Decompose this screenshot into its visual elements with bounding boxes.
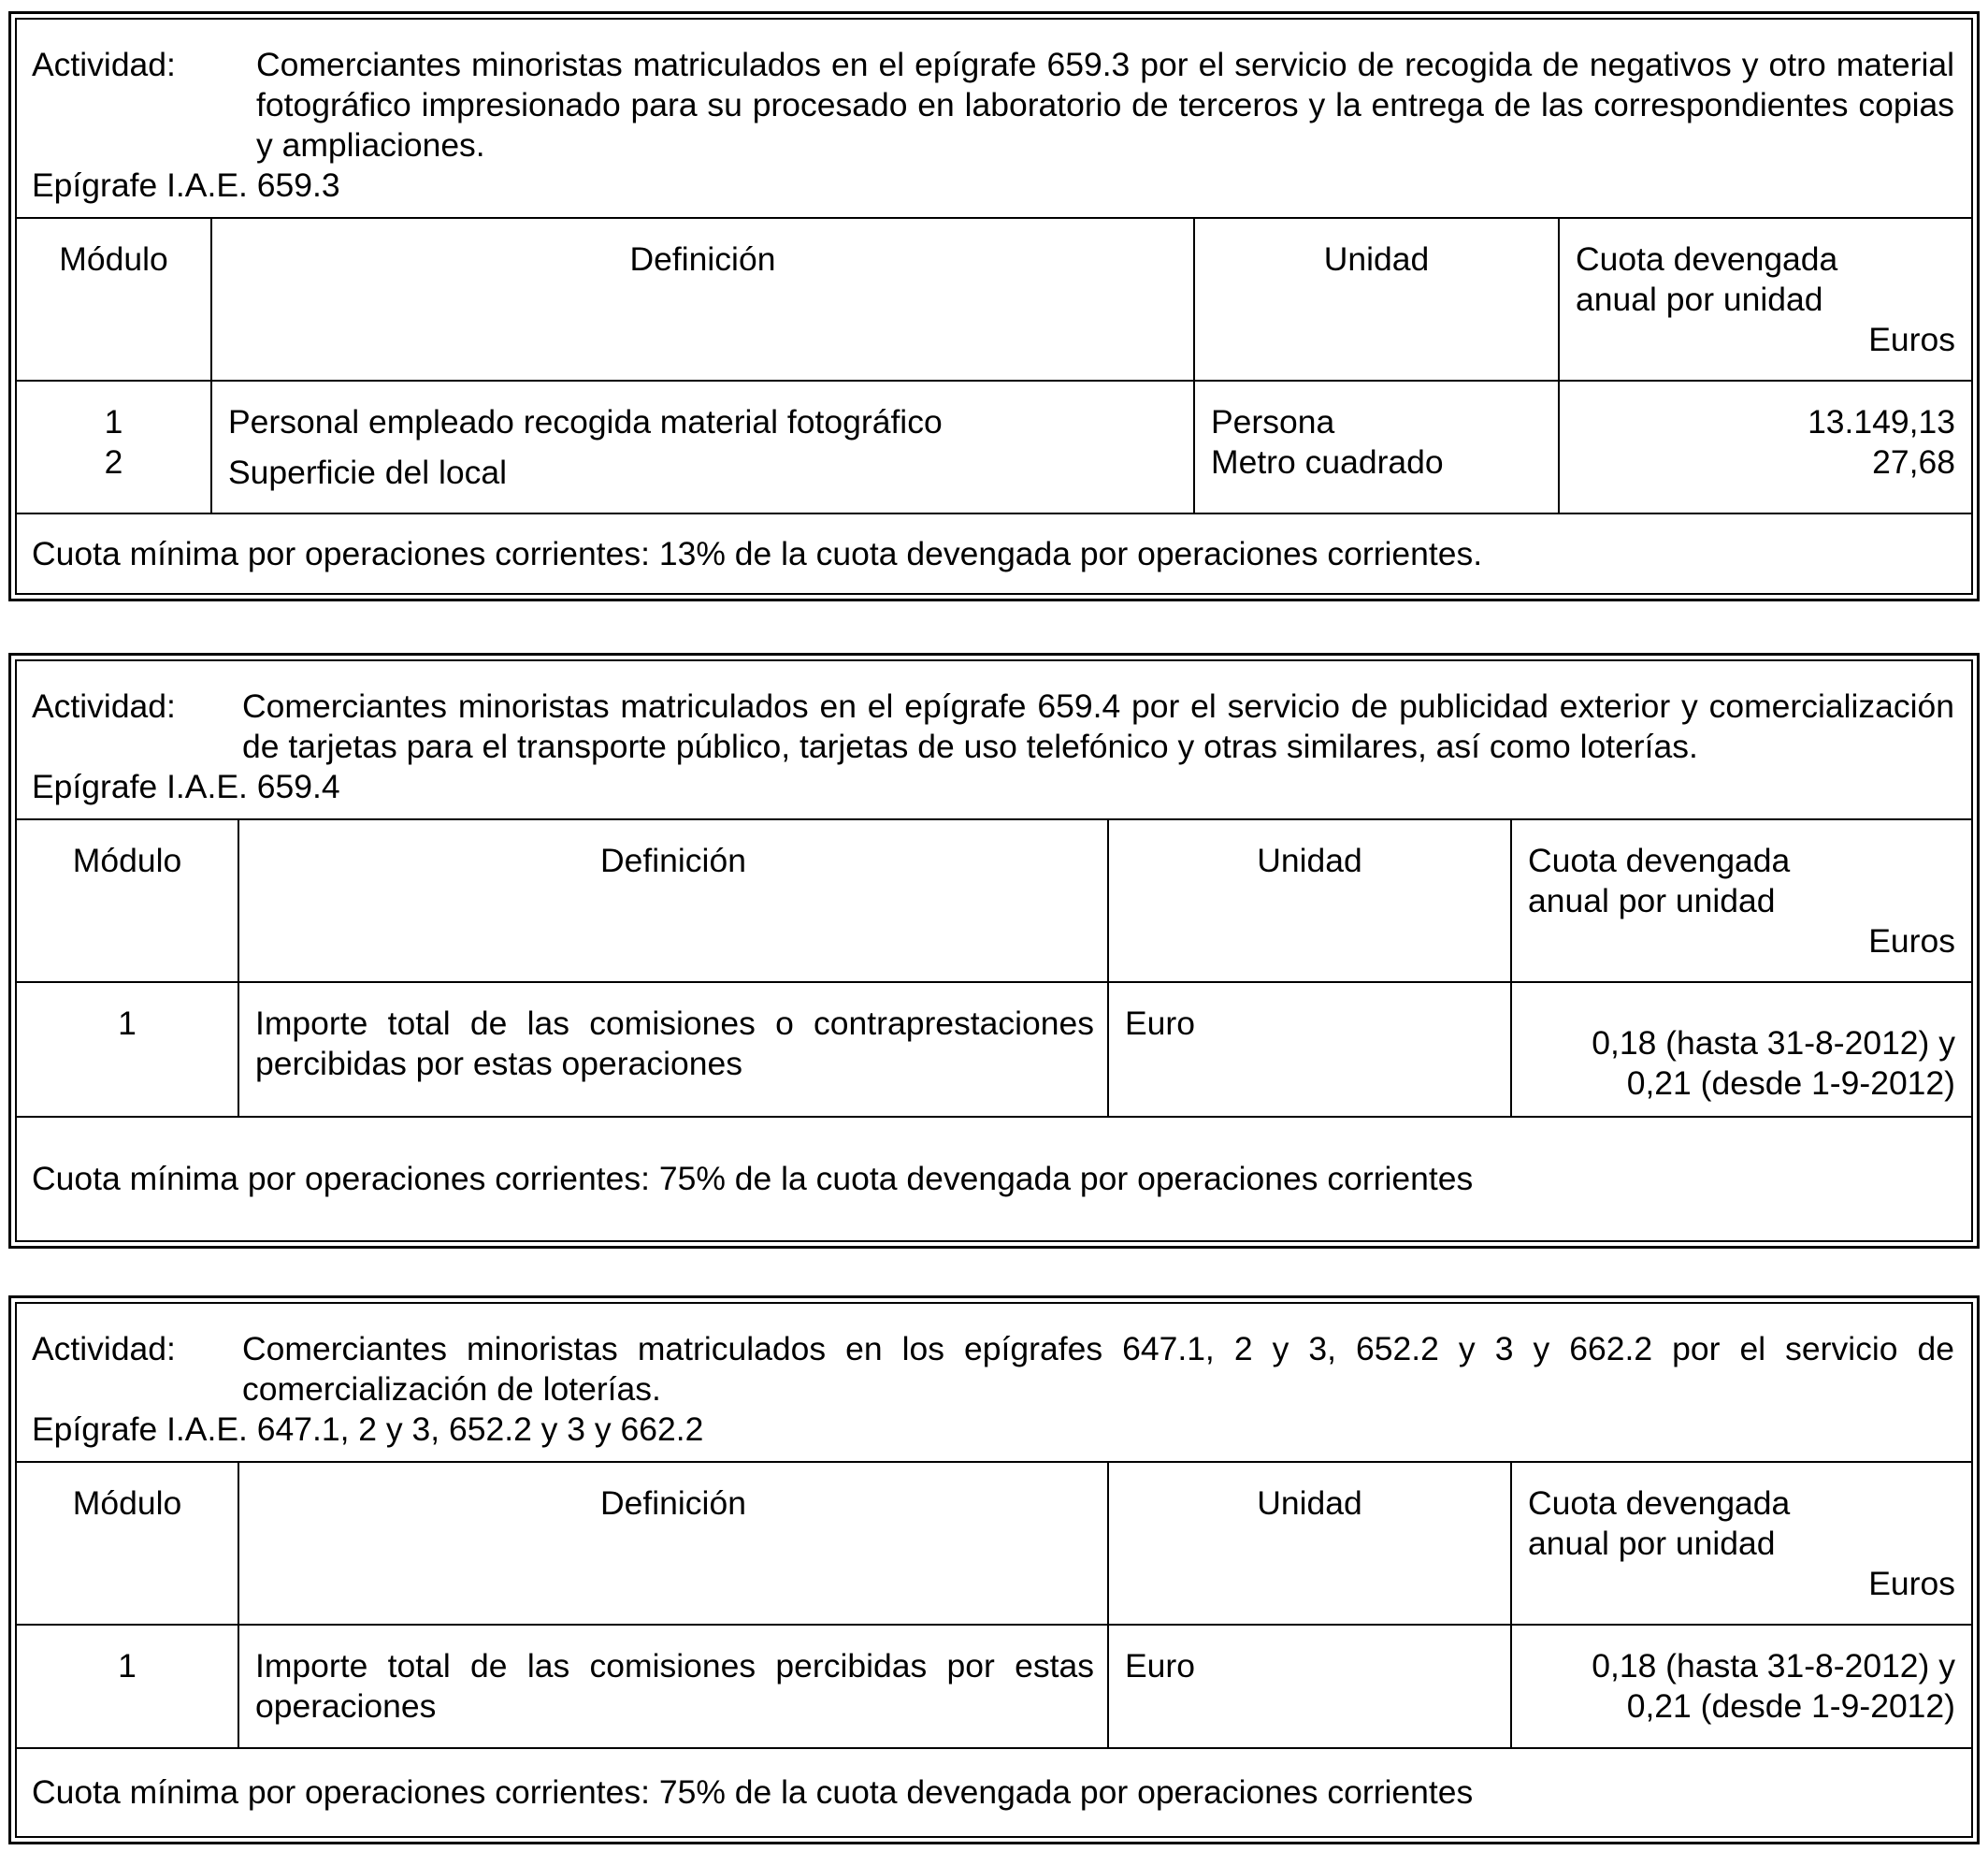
header-cuota: [1511, 1462, 1971, 1625]
activity-block-659-3: [8, 11, 1980, 601]
cell-modulo: [17, 381, 211, 513]
table-header-row: [17, 819, 1971, 982]
table-header-row: [17, 1462, 1971, 1625]
cell-cuota: [1559, 381, 1971, 513]
cuota-minima: Cuota mínima por operaciones corrientes: 75% de la cuota devengada por operaciones corrientes: [17, 1116, 1971, 1240]
activity-block-inner: [15, 1302, 1973, 1838]
table-row: [17, 982, 1971, 1116]
modules-table: [17, 818, 1971, 1116]
activity-header: [17, 1304, 1971, 1461]
unidad-1: Euro: [1108, 982, 1511, 1116]
header-unidad: Unidad: [1108, 1462, 1511, 1625]
actividad-text: Comerciantes minoristas matriculados en el epígrafe 659.4 por el servicio de publicidad exterior y comercialización de tarjetas para el transporte público, tarjetas de uso telefónico y otras similares, así como loterías.: [242, 687, 1954, 765]
header-cuota-line2: anual por unidad: [1576, 281, 1823, 318]
header-cuota-line2: anual por unidad: [1528, 1525, 1776, 1562]
modulo-1: 1: [17, 1625, 238, 1747]
modulo-2: 2: [104, 443, 123, 481]
actividad-text: Comerciantes minoristas matriculados en los epígrafes 647.1, 2 y 3, 652.2 y 3 y 662.2 por el servicio de comercialización de loterías.: [242, 1330, 1954, 1408]
header-definicion: Definición: [238, 819, 1108, 982]
epigrafe-label: Epígrafe I.A.E. 647.1, 2 y 3, 652.2 y 3 y 662.2: [32, 1410, 704, 1448]
header-definicion: Definición: [238, 1462, 1108, 1625]
header-cuota: [1511, 819, 1971, 982]
cell-definicion: [211, 381, 1194, 513]
cell-cuota: [1511, 1625, 1971, 1747]
modulo-1: 1: [104, 403, 123, 441]
header-unidad: Unidad: [1194, 218, 1559, 381]
cell-cuota: [1511, 982, 1971, 1116]
cuota-1: 13.149,13: [1808, 403, 1955, 441]
cuota-line2: 0,21 (desde 1-9-2012): [1626, 1064, 1955, 1102]
epigrafe-label: Epígrafe I.A.E. 659.4: [32, 768, 340, 805]
table-header-row: [17, 218, 1971, 381]
header-cuota-euros: Euros: [1868, 1565, 1955, 1602]
header-cuota-line1: Cuota devengada: [1528, 842, 1791, 879]
unidad-1: Euro: [1108, 1625, 1511, 1747]
header-cuota-line2: anual por unidad: [1528, 882, 1776, 919]
cell-unidad: [1194, 381, 1559, 513]
table-row: [17, 1625, 1971, 1747]
modulo-1: 1: [17, 982, 238, 1116]
header-cuota-line1: Cuota devengada: [1576, 240, 1838, 278]
cuota-minima: Cuota mínima por operaciones corrientes: 13% de la cuota devengada por operaciones corrientes.: [17, 513, 1971, 593]
unidad-1: Persona: [1211, 403, 1335, 441]
header-cuota-euros: Euros: [1868, 321, 1955, 358]
table-row: [17, 381, 1971, 513]
header-definicion: Definición: [211, 218, 1194, 381]
header-cuota-euros: Euros: [1868, 922, 1955, 960]
actividad-row: [32, 45, 1954, 166]
header-cuota-line1: Cuota devengada: [1528, 1484, 1791, 1522]
actividad-row: [32, 687, 1954, 767]
cuota-line1: 0,18 (hasta 31-8-2012) y: [1592, 1647, 1955, 1685]
unidad-2: Metro cuadrado: [1211, 443, 1444, 481]
actividad-text: Comerciantes minoristas matriculados en el epígrafe 659.3 por el servicio de recogida de negativos y otro material fotográfico impresionado para su procesado en laboratorio de terceros y la entrega de las correspondientes copias y ampliaciones.: [256, 46, 1954, 164]
activity-block-loterias: [8, 1295, 1980, 1844]
actividad-row: [32, 1329, 1954, 1410]
header-modulo: Módulo: [17, 819, 238, 982]
activity-block-inner: [15, 659, 1973, 1242]
activity-block-inner: [15, 18, 1973, 595]
cuota-line1: 0,18 (hasta 31-8-2012) y: [1592, 1024, 1955, 1062]
modules-table: [17, 1461, 1971, 1747]
cuota-minima: Cuota mínima por operaciones corrientes: 75% de la cuota devengada por operaciones corrientes: [17, 1747, 1971, 1836]
definicion-1: Importe total de las comisiones o contraprestaciones percibidas por estas operaciones: [238, 982, 1108, 1116]
definicion-1: Importe total de las comisiones percibidas por estas operaciones: [238, 1625, 1108, 1747]
actividad-label: Actividad:: [32, 687, 176, 725]
epigrafe-label: Epígrafe I.A.E. 659.3: [32, 166, 340, 204]
modules-table: [17, 217, 1971, 513]
header-modulo: Módulo: [17, 218, 211, 381]
activity-header: [17, 20, 1971, 217]
actividad-label: Actividad:: [32, 46, 176, 83]
header-cuota: [1559, 218, 1971, 381]
definicion-2: Superficie del local: [228, 454, 507, 491]
cuota-line2: 0,21 (desde 1-9-2012): [1626, 1687, 1955, 1725]
definicion-1: Personal empleado recogida material fotográfico: [228, 403, 943, 441]
header-unidad: Unidad: [1108, 819, 1511, 982]
activity-block-659-4: [8, 653, 1980, 1249]
activity-header: [17, 661, 1971, 818]
actividad-label: Actividad:: [32, 1330, 176, 1367]
cuota-2: 27,68: [1872, 443, 1955, 481]
header-modulo: Módulo: [17, 1462, 238, 1625]
